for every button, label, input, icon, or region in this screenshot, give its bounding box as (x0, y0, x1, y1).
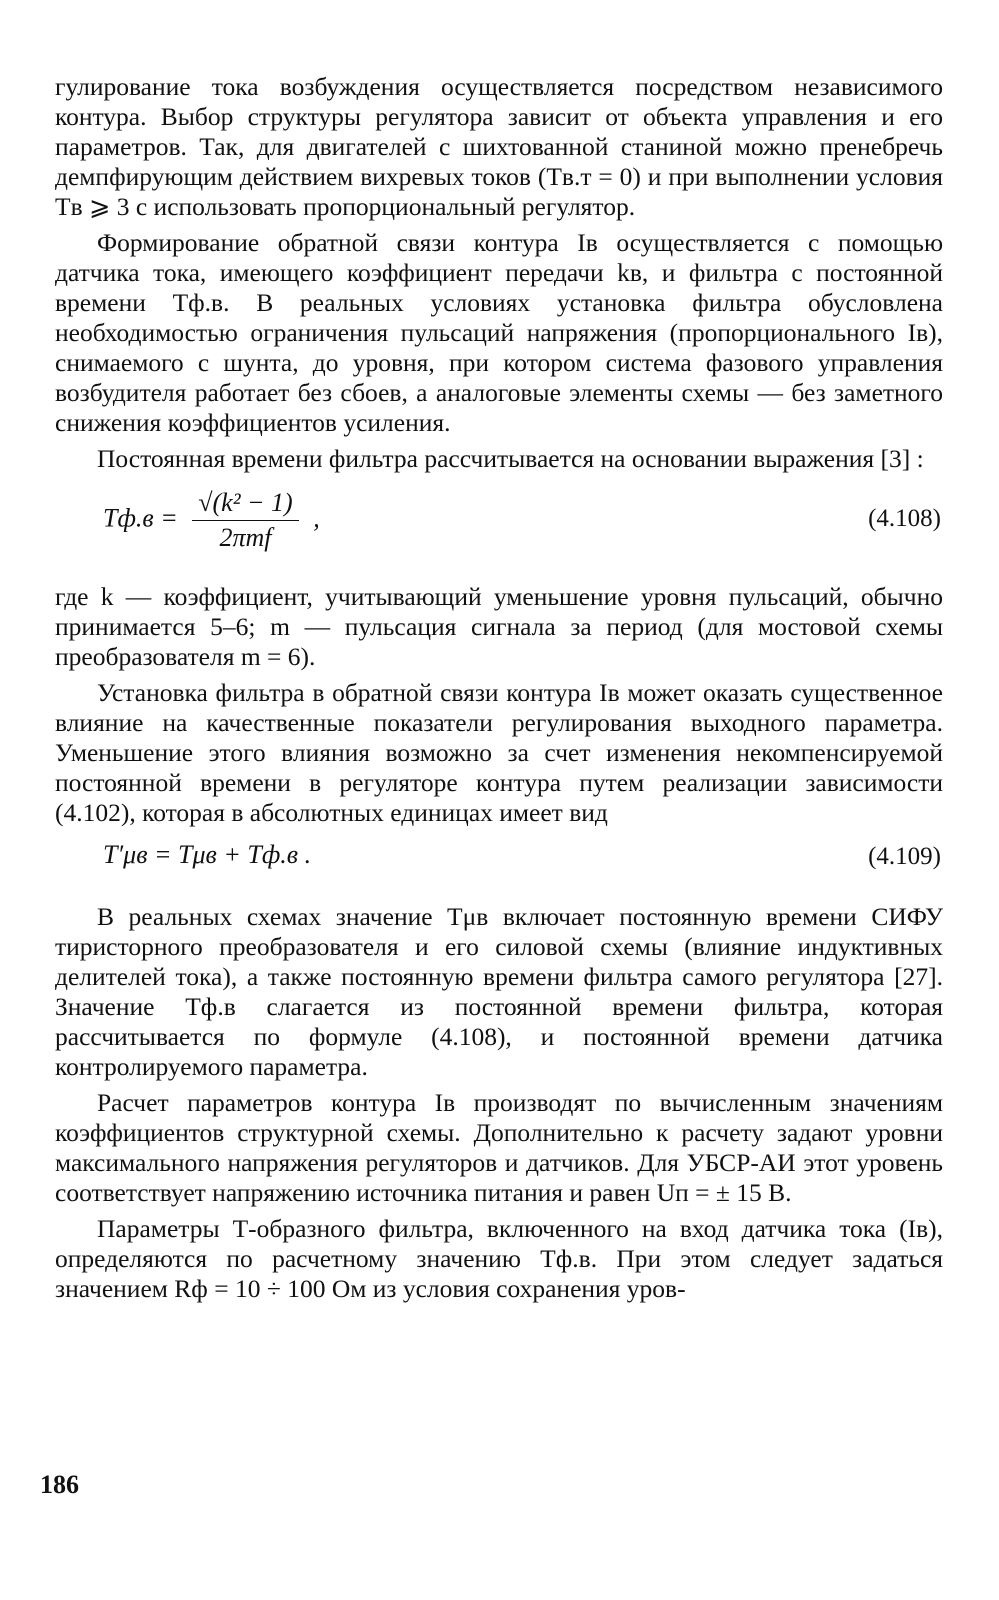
paragraph-5: Установка фильтра в обратной связи контура Iв может оказать существенное влияние на качественные показатели регулирования выходного параметра. Уменьшение этого влияния возможно за счет изменения некомпенсируемой постоянной времени в регуляторе контура путем реализации зависимости (4.102), которая в абсолютных единицах имеет вид (55, 678, 943, 827)
page-number: 186 (40, 1470, 79, 1499)
formula-fraction (192, 488, 298, 553)
formula-denominator: 2πmf (219, 523, 272, 552)
paragraph-3: Постоянная времени фильтра рассчитывается на основании выражения [3] : (97, 444, 924, 473)
body-text (55, 72, 943, 1310)
formula-numerator: √(k² − 1) (192, 488, 298, 521)
paragraph-4: где k — коэффициент, учитывающий уменьшение уровня пульсаций, обычно принимается 5–6; m — пульсация сигнала за период (для мостовой схемы преобразователя m = 6). (55, 582, 943, 671)
formula-4-109 (55, 834, 943, 892)
paragraph-1: гулирование тока возбуждения осуществляется посредством независимого контура. Выбор структуры регулятора зависит от объекта управления и его параметров. Так, для двигателей с шихтованной станиной можно пренебречь демпфирующим действием вихревых токов (Tв.т = 0) и при выполнении условия Tв ⩾ 3 с использовать пропорциональный регулятор. (55, 72, 943, 221)
paragraph-7: Расчет параметров контура Iв производят по вычисленным значениям коэффициентов структурной схемы. Дополнительно к расчету задают уровни максимального напряжения регуляторов и датчиков. Для УБСР-АИ этот уровень соответствует напряжению источника питания и равен Uп = ± 15 В. (55, 1088, 943, 1207)
formula-4-108 (55, 480, 943, 572)
formula-trail: , (313, 503, 320, 533)
formula-lhs: Tф.в = (103, 503, 178, 533)
formula-expression-2: T′μв = Tμв + Tф.в . (103, 840, 312, 869)
paragraph-8: Параметры Т-образного фильтра, включенного на вход датчика тока (Iв), определяются по расчетному значению Tф.в. При этом следует задаться значением Rф = 10 ÷ 100 Ом из условия сохранения уров- (55, 1214, 943, 1303)
formula-number: (4.108) (868, 505, 941, 532)
formula-number-2: (4.109) (868, 843, 941, 870)
paragraph-6: В реальных схемах значение Tμв включает постоянную времени СИФУ тиристорного преобразователя и его силовой схемы (влияние индуктивных делителей тока), а также постоянную времени фильтра самого регулятора [27]. Значение Tф.в слагается из постоянной времени фильтра, которая рассчитывается по формуле (4.108), и постоянной времени датчика контролируемого параметра. (55, 902, 943, 1081)
formula-expression (103, 488, 320, 553)
paragraph-2: Формирование обратной связи контура Iв осуществляется с помощью датчика тока, имеющего коэффициент передачи kв, и фильтра с постоянной времени Tф.в. В реальных условиях установка фильтра обусловлена необходимостью ограничения пульсаций напряжения (пропорционального Iв), снимаемого с шунта, до уровня, при котором система фазового управления возбудителя работает без сбоев, а аналоговые элементы схемы — без заметного снижения коэффициентов усиления. (55, 228, 943, 437)
